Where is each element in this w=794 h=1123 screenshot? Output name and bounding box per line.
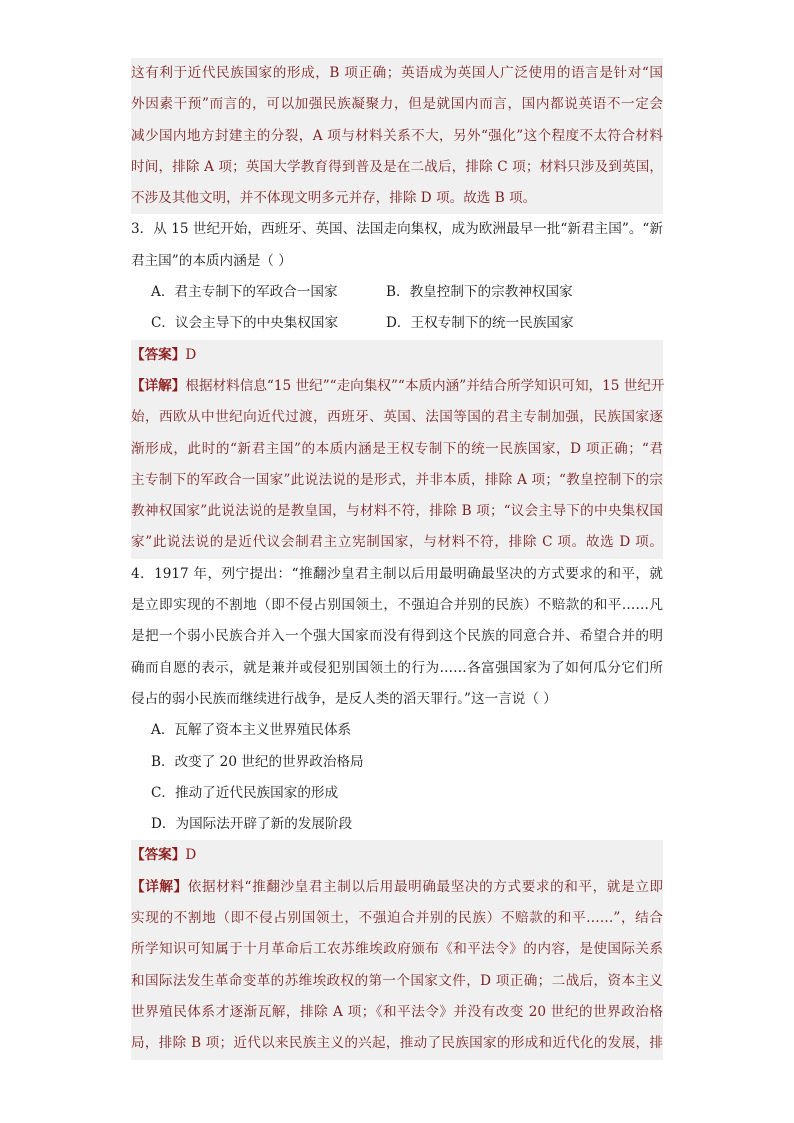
q3-options-row [131,277,663,308]
q4-detail-line: 世界殖民体系才逐渐瓦解，排除 A 项；《和平法令》并没有改变 20 世纪的世界政治格 [131,997,663,1028]
q3-detail-line [131,371,663,402]
q4-stem-line: 4．1917 年，列宁提出：“推翻沙皇君主制以后用最明确最坚决的方式要求的和平，就 [131,565,663,582]
q3-stem-line: 3．从 15 世纪开始，西班牙、英国、法国走向集权，成为欧洲最早一批“新君主国”。“新 [131,221,663,238]
q4-stem-line: 是立即实现的不割地（即不侵占别国领土，不强迫合并别的民族）不赔款的和平……凡 [131,597,663,614]
q3-detail-line: 渐形成，此时的“新君主国”的本质内涵是王权专制下的统一民族国家，D 项正确；“君 [131,434,663,465]
prev-explanation-line: 不涉及其他文明，并不体现文明多元并存，排除 D 项。故选 B 项。 [131,183,663,214]
q4-option-d: D．为国际法开辟了新的发展阶段 [151,816,353,833]
q4-detail-line: 实现的不割地（即不侵占别国领土，不强迫合并别的民族）不赔款的和平……”，结合 [131,903,663,934]
q4-detail-line: 所学知识可知属于十月革命后工农苏维埃政府颁布《和平法令》的内容，是使国际关系 [131,934,663,965]
q3-detail-line: 教神权国家”此说法说的是教皇国，与材料不符，排除 B 项；“议会主导下的中央集权国 [131,496,663,527]
q4-answer [131,840,663,871]
q4-detail-line [131,872,663,903]
answer-value: D [185,847,197,864]
prev-explanation-line: 减少国内地方封建主的分裂，A 项与材料关系不大，另外“强化”这个程度不太符合材料 [131,121,663,152]
prev-explanation-line: 外因素干预”而言的，可以加强民族凝聚力，但是就国内而言，国内都说英语不一定会 [131,89,663,120]
q4-option-c: C．推动了近代民族国家的形成 [151,784,339,801]
q3-options-row [131,308,663,339]
q3-stem-line: 君主国”的本质内涵是（ ） [131,252,292,269]
answer-tag: 【答案】 [131,346,186,363]
q3-option-c: C．议会主导下的中央集权国家 [151,315,339,332]
q4-detail-first: 依据材料“推翻沙皇君主制以后用最明确最坚决的方式要求的和平，就是立即 [187,878,663,895]
q4-detail-line: 和国际法发生革命变革的苏维埃政权的第一个国家文件，D 项正确；二战后，资本主义 [131,966,663,997]
q4-detail-line: 局，排除 B 项；近代以来民族主义的兴起，推动了民族国家的形成和近代化的发展，排 [131,1028,663,1059]
q3-detail-line: 家”此说法说的是近代议会制君主立宪制国家，与材料不符，排除 C 项。故选 D 项。 [131,527,663,558]
detail-tag: 【详解】 [131,878,188,895]
q3-detail-line: 始，西欧从中世纪向近代过渡，西班牙、英国、法国等国的君主专制加强，民族国家逐 [131,402,663,433]
q3-detail-first: 根据材料信息“15 世纪”“走向集权”“本质内涵”并结合所学知识可知，15 世纪开 [185,377,665,394]
prev-explanation-line: 这有利于近代民族国家的形成，B 项正确；英语成为英国人广泛使用的语言是针对“国 [131,58,663,89]
q3-detail-line: 主专制下的军政合一国家”此说法说的是形式，并非本质，排除 A 项；“教皇控制下的宗 [131,465,663,496]
q3-option-d: D．王权专制下的统一民族国家 [386,315,574,332]
q3-option-b: B．教皇控制下的宗教神权国家 [386,284,573,301]
prev-explanation-line: 时间，排除 A 项；英国大学教育得到普及是在二战后，排除 C 项；材料只涉及到英国， [131,152,663,183]
q4-stem-line: 是把一个弱小民族合并入一个强大国家而没有得到这个民族的同意合并、希望合并的明 [131,628,663,645]
q3-option-a: A．君主专制下的军政合一国家 [151,284,338,301]
q4-option-b: B．改变了 20 世纪的世界政治格局 [151,753,364,770]
answer-tag: 【答案】 [131,847,186,864]
q3-answer [131,340,663,371]
answer-value: D [185,346,197,363]
content-column [131,58,663,1060]
detail-tag: 【详解】 [131,377,186,394]
q4-option-a: A．瓦解了资本主义世界殖民体系 [151,722,352,739]
q4-stem-line: 侵占的弱小民族而继续进行战争，是反人类的滔天罪行。”这一言说（ ） [131,690,557,707]
q4-stem-line: 确而自愿的表示，就是兼并或侵犯别国领土的行为……各富强国家为了如何瓜分它们所 [131,659,663,676]
